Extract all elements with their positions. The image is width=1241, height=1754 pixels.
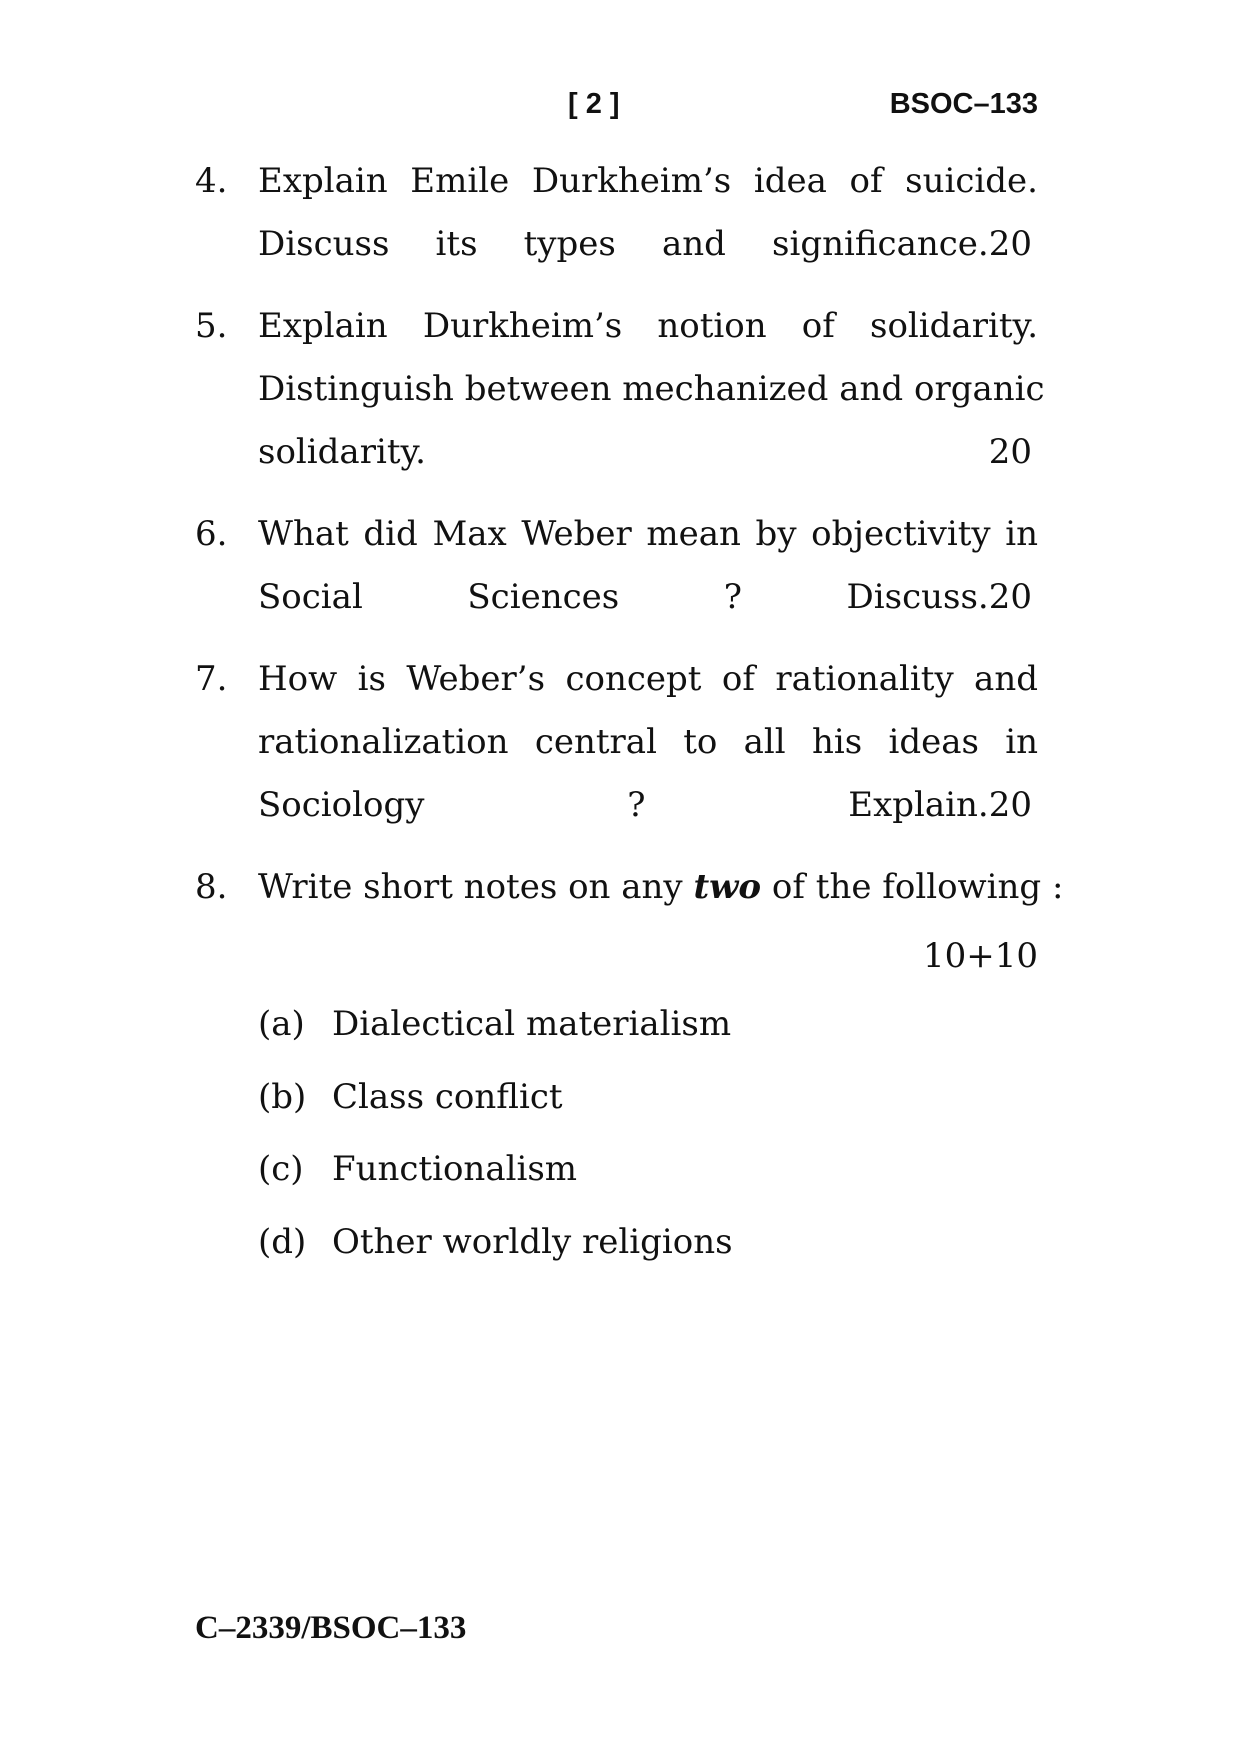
sub-item-text: Dialectical materialism — [332, 1004, 732, 1044]
question-8 — [195, 856, 1064, 919]
page-number: [ 2 ] — [568, 88, 620, 120]
question-line: Sociology ? Explain. — [258, 785, 989, 825]
question-line: Distinguish between mechanized and organic — [258, 369, 1045, 409]
question-line: Explain Emile Durkheim’s idea of suicide. — [258, 161, 1038, 201]
question-line — [258, 856, 1064, 919]
question-number: 6. — [195, 514, 228, 554]
sub-item-label: (a) — [258, 1004, 305, 1044]
sub-item-text: Class conflict — [332, 1077, 563, 1117]
question-line-last — [258, 774, 1038, 837]
question-marks: 20 — [988, 432, 1032, 472]
sub-item-d — [258, 1222, 733, 1262]
question-number: 7. — [195, 659, 228, 699]
sub-item-label: (d) — [258, 1222, 307, 1262]
question-7 — [195, 648, 1038, 837]
question-line: solidarity. — [258, 432, 426, 472]
question-4 — [195, 150, 1038, 276]
question-marks: 20 — [988, 224, 1032, 264]
question-text-after: of the following : — [761, 867, 1064, 907]
sub-item-text: Functionalism — [332, 1149, 578, 1189]
sub-item-a — [258, 1004, 731, 1044]
question-line: Social Sciences ? Discuss. — [258, 577, 989, 617]
question-marks: 20 — [988, 785, 1032, 825]
footer-code: C–2339/BSOC–133 — [195, 1610, 467, 1646]
question-number: 4. — [195, 161, 228, 201]
question-line: Discuss its types and significance. — [258, 224, 989, 264]
question-line: What did Max Weber mean by objectivity in — [258, 514, 1038, 554]
question-8-marks: 10+10 — [922, 936, 1038, 976]
question-5 — [195, 295, 1045, 484]
question-line: How is Weber’s concept of rationality and — [258, 659, 1038, 699]
question-text-before: Write short notes on any — [258, 867, 694, 907]
question-number: 5. — [195, 306, 228, 346]
question-line: Explain Durkheim’s notion of solidarity. — [258, 306, 1038, 346]
sub-item-text: Other worldly religions — [332, 1222, 733, 1262]
sub-item-b — [258, 1077, 563, 1117]
question-6 — [195, 503, 1038, 629]
question-number: 8. — [195, 867, 228, 907]
sub-item-label: (c) — [258, 1149, 304, 1189]
question-line: rationalization central to all his ideas in — [258, 722, 1038, 762]
question-marks: 20 — [988, 577, 1032, 617]
page-header — [0, 88, 1241, 128]
question-line-last — [258, 213, 1038, 276]
question-line-last — [258, 421, 1038, 484]
question-emphasis: two — [693, 867, 762, 907]
sub-item-c — [258, 1149, 577, 1189]
sub-item-label: (b) — [258, 1077, 307, 1117]
question-line-last — [258, 566, 1038, 629]
course-code: BSOC–133 — [889, 88, 1038, 120]
